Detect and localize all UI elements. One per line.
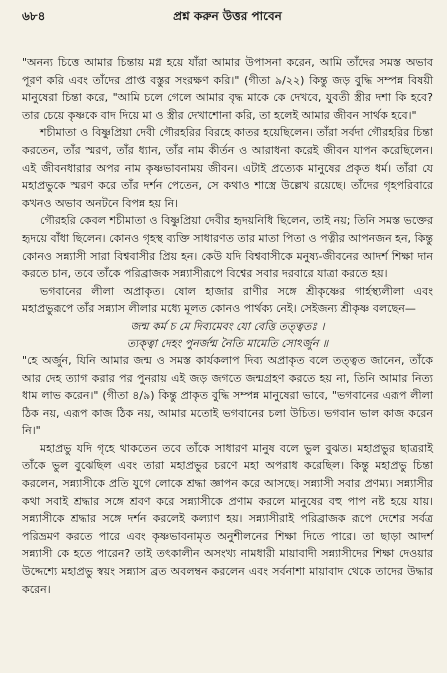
page-number: ৬৮৪ [22, 9, 46, 23]
verse-line-2: ত্যক্ত্বা দেহং পুনর্জন্ম নৈতি মামেতি সোঽর্জুন ॥ [126, 336, 329, 350]
page-header [22, 6, 433, 24]
paragraph-5: "হে অর্জুন, যিনি আমার জন্ম ও সমস্ত কার্যকলাপ দিব্য অপ্রাকৃত বলে তত্ত্বত জানেন, তাঁকে আর দেহ ত্যাগ করার পর পুনরায় এই জড় জগতে জন্মগ্রহণ করতে হয় না, তিনি আমার নিত্য ধাম লাভ করেন।" (গীতা ৪/৯) কিন্তু প্রাকৃত বুদ্ধি সম্পন্ন মানুষেরা ভাবে, "ভগবানের এরূপ লীলা ঠিক নয়, এরূপ কাজ ঠিক নয়, আমার মতোই ভগবানের চলা উচিত। ভগবান ভাল কাজ করেন নি।" [22, 353, 433, 438]
paragraph-1: "অনন্য চিত্তে আমার চিন্তায় মগ্ন হয়ে যাঁরা আমার উপাসনা করেন, আমি তাঁদের সমস্ত অভাব পূরণ করি এবং তাঁদের প্রাপ্ত বস্তুর সংরক্ষণ করি।" (গীতা ৯/২২) কিন্তু জড় বুদ্ধি সম্পন্ন বিষয়ী মানুষেরা চিন্তা করে, "আমি চলে গেলে আমার বৃদ্ধ মাকে কে দেখবে, যুবতী স্ত্রীর দশা কি হবে? তার চেয়ে কৃষ্ণকে বাদ দিয়ে মা ও স্ত্রীর দেখাশোনা করি, তা হলেই আমার জীবন সার্থক হবে।" [22, 56, 433, 122]
paragraph-6: মহাপ্রভু যদি গৃহে থাকতেন তবে তাঁকে সাধারণ মানুষ বলে ভুল বুঝত। মহাপ্রভুর ছাত্ররাই তাঁকে ভুল বুঝেছিল এবং তারা মহাপ্রভুর চরণে মহা অপরাধ করেছিল। কিন্তু মহাপ্রভু চিন্তা করলেন, সন্ন্যাসীকে প্রতি যুগে লোকে শ্রদ্ধা জ্ঞাপন করে আসছে। সন্ন্যাসী সবার প্রণম্য। সন্ন্যাসীর কথা সবাই শ্রদ্ধার সঙ্গে শ্রবণ করে সন্ন্যাসীকে প্রণাম করলে মানুষের বহু পাপ নষ্ট হয়ে যায়। সন্ন্যাসীকে শ্রদ্ধার সঙ্গে দর্শন করলেই কল্যাণ হয়। সন্ন্যাসীরাই পরিব্রাজক রূপে দেশের সর্বত্র পরিভ্রমণ করতে পারে এবং কৃষ্ণভাবনামৃত অনুশীলনের শিক্ষা দিতে পারে। তা ছাড়া আদর্শ সন্ন্যাসী কে হতে পারেন? তাই তৎকালীন অসংখ্য নামধারী মায়াবাদী সন্ন্যাসীদের শিক্ষা দেওয়ার উদ্দেশ্যে মহাপ্রভু স্বয়ং সন্ন্যাস ব্রত অবলম্বন করলেন এবং সর্বনাশা মায়াবাদ থেকে তাদের উদ্ধার করেন। [22, 441, 433, 596]
paragraph-2: শচীমাতা ও বিষ্ণুপ্রিয়া দেবী গৌরহরির বিরহে কাতর হয়েছিলেন। তাঁরা সর্বদা গৌরহরির চিন্তা করতেন, তাঁর স্মরণ, তাঁর ধ্যান, তাঁর নাম কীর্তন ও আরাধনা করেই জীবন যাপন করেছিলেন। এই জীবনধারার অপর নাম কৃষ্ণভাবনাময় জীবন। এটাই প্রত্যেক মানুষের প্রকৃত ধর্ম। তাঁরা যে মহাপ্রভুকে স্মরণ করে তাঁর দর্শন পেতেন, সে কথাও শাস্ত্রে উল্লেখ রয়েছে। তাঁদের গৃহপরিবারে কখনও অভাব অনটনে বিপন্ন হয় নি। [22, 126, 433, 210]
running-title: প্রশ্ন করুন উত্তর পাবেন [173, 9, 282, 23]
gita-verse [22, 318, 433, 352]
verse-line-1: জন্ম কর্ম চ মে দিব্যমেবং যো বেত্তি তত্ত্বতঃ । [130, 319, 325, 333]
paragraph-4: ভগবানের লীলা অপ্রাকৃত। ষোল হাজার রাণীর সঙ্গে শ্রীকৃষ্ণের গার্হস্থ্যলীলা এবং মহাপ্রভুরূপে তাঁর সন্ন্যাস লীলার মধ্যে মূলত কোনও পার্থক্য নেই। সেইজন্য শ্রীকৃষ্ণ বলছেন— [22, 284, 433, 316]
paragraph-3: গৌরহরি কেবল শচীমাতা ও বিষ্ণুপ্রিয়া দেবীর হৃদয়নিধি ছিলেন, তাই নয়; তিনি সমস্ত ভক্তের হৃদয়ে বাঁধা ছিলেন। কোনও গৃহস্থ ব্যক্তি সাধারণত তার মাতা পিতা ও পত্নীর আপনজন হন, কিন্তু কোনও সন্ন্যাসী সারা বিশ্ববাসীর প্রিয় হন। কেউ যদি বিশ্ববাসীকে মনুষ্য-জীবনের আদর্শ শিক্ষা দান করতে চান, তবে তাঁকে পরিব্রাজক সন্ন্যাসীরূপে বিশ্বের সবার দরবারে যাত্রা করতে হয়। [22, 214, 433, 281]
page-body [22, 54, 433, 598]
